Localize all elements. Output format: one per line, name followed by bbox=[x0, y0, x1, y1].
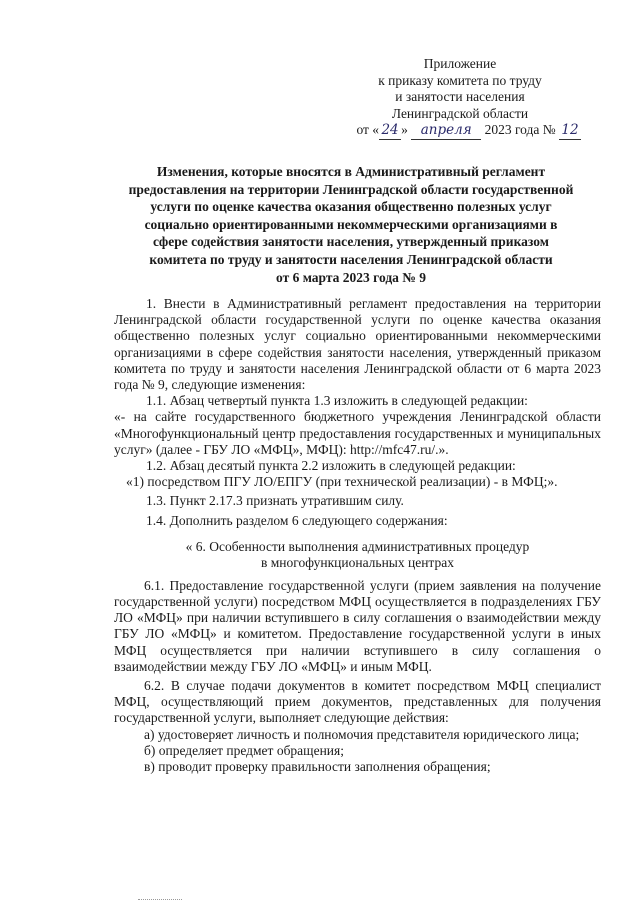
paragraph-1-4: 1.4. Дополнить разделом 6 следующего содержания: bbox=[146, 512, 448, 528]
handwritten-month: апреля bbox=[411, 122, 481, 140]
title-line-1: Изменения, которые вносятся в Административный регламент bbox=[156, 164, 546, 179]
section-6-title-line-2: в многофункциональных центрах bbox=[260, 555, 454, 571]
section-6-title bbox=[114, 539, 601, 572]
paragraph-1-2: 1.2. Абзац десятый пункта 2.2 изложить в следующей редакции: bbox=[146, 458, 516, 474]
annex-line-3: и занятости населения bbox=[395, 89, 525, 104]
paragraph-1-1-text: «- на сайте государственного бюджетного учреждения Ленинградской области «Многофункциональный центр предоставления государственных и муниципальных услуг» (далее - ГБУ ЛО «МФЦ», МФЦ): http://mfc47.ru/.». bbox=[114, 409, 601, 457]
paragraph-6-2: 6.2. В случае подачи документов в комитет посредством МФЦ специалист МФЦ, осуществляющий прием документов, представленных для получения государственной услуги, выполняет следующие действия: bbox=[114, 678, 601, 726]
paragraph-1-3: 1.3. Пункт 2.17.3 признать утратившим силу. bbox=[146, 493, 404, 509]
paragraph-1-2-text: «1) посредством ПГУ ЛО/ЕПГУ (при технической реализации) - в МФЦ;». bbox=[126, 474, 558, 490]
title-line-2: предоставления на территории Ленинградской области государственной bbox=[128, 181, 574, 197]
list-item-v: в) проводит проверку правильности заполнения обращения; bbox=[144, 759, 491, 775]
title-line-3: услуги по оценке качества оказания общественно полезных услуг bbox=[150, 199, 552, 215]
list-item-a: а) удостоверяет личность и полномочия представителя юридического лица; bbox=[144, 726, 580, 742]
date-mid: » bbox=[401, 122, 408, 137]
title-line-7: от 6 марта 2023 года № 9 bbox=[276, 269, 426, 285]
annex-date-line bbox=[335, 122, 585, 140]
annex-line-2: к приказу комитета по труду bbox=[378, 72, 542, 88]
list-item-b: б) определяет предмет обращения; bbox=[144, 742, 344, 758]
section-6-title-line-1: « 6. Особенности выполнения административных процедур bbox=[185, 538, 530, 554]
annex-line-4: Ленинградской области bbox=[391, 105, 529, 121]
title-line-6: комитета по труду и занятости населения Ленинградской области bbox=[149, 251, 553, 267]
title-line-4: социально ориентированными некоммерческими организациями в bbox=[144, 216, 558, 232]
handwritten-doc-number: 12 bbox=[559, 122, 581, 140]
document-title bbox=[100, 163, 602, 286]
paragraph-1: 1. Внести в Административный регламент предоставления на территории Ленинградской области государственной услуги по оценке качества оказания общественно полезных услуг социально ориентированными некоммерческими организациями в сфере содействия занятости населения, утвержденный приказом комитета по труду и занятости населения Ленинградской области от 6 марта 2023 года № 9, следующие изменения: bbox=[114, 296, 601, 393]
annex-line-1: Приложение bbox=[423, 56, 497, 71]
annex-block bbox=[335, 56, 585, 140]
date-prefix: от « bbox=[356, 122, 380, 137]
document-body bbox=[114, 296, 601, 775]
title-line-5: сфере содействия занятости населения, утвержденный приказом bbox=[153, 234, 549, 250]
scan-footer-mark bbox=[138, 899, 182, 901]
handwritten-day: 24 bbox=[379, 122, 401, 140]
paragraph-1-1: 1.1. Абзац четвертый пункта 1.3 изложить в следующей редакции: bbox=[146, 393, 528, 409]
paragraph-6-1: 6.1. Предоставление государственной услуги (прием заявления на получение государственной услуги) посредством МФЦ осуществляется в подразделениях ГБУ ЛО «МФЦ» при наличии вступившего в силу соглашения о взаимодействии между ГБУ ЛО «МФЦ» и комитетом. Предоставление государственной услуги в иных МФЦ осуществляется при наличии вступившего в силу соглашения о взаимодействии между ГБУ ЛО «МФЦ» и иным МФЦ. bbox=[114, 577, 601, 674]
date-suffix: 2023 года № bbox=[484, 122, 556, 137]
